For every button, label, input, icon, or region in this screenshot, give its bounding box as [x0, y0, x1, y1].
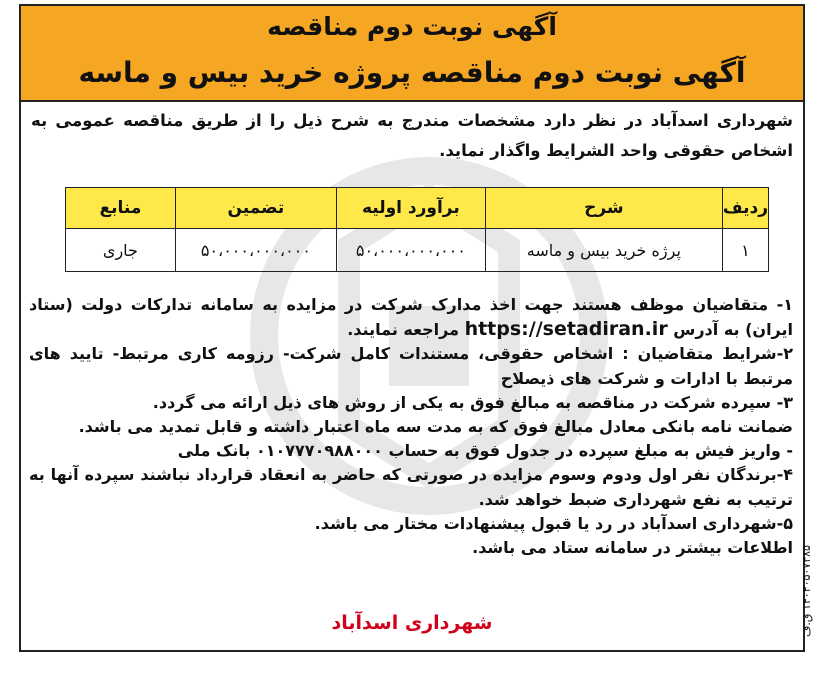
- condition-item-3b: - واریز فیش به مبلغ سپرده در جدول فوق به حساب ۰۱۰۷۷۷۰۹۸۸۰۰۰ بانک ملی: [177, 441, 793, 461]
- table-header-row: [66, 188, 769, 229]
- cell-estimate: ۵۰،۰۰۰،۰۰۰،۰۰۰: [336, 229, 485, 272]
- header-title-line1: آگهی نوبت دوم مناقصه: [267, 12, 557, 41]
- col-header-guarantee: تضمین: [175, 188, 336, 229]
- intro-paragraph: شهرداری اسدآباد در نظر دارد مشخصات مندرج به شرح ذیل را از طریق مناقصه عمومی به اشخاص حقوقی واحد الشرایط واگذار نماید.: [31, 111, 793, 160]
- condition-item-4: ۴-برندگان نفر اول ودوم وسوم مزایده در صورتی که حاضر به انعقاد قرارداد نباشند سپرده آنها به ترتیب به نفع شهرداری ضبط خواهد شد.: [29, 465, 793, 509]
- header-title-line2: آگهی نوبت دوم مناقصه پروژه خرید بیس و ماسه: [78, 56, 746, 89]
- condition-1-text: ۱- متقاضیان موظف هستند جهت اخذ مدارک شرکت در مزایده به سامانه تدارکات دولت (ستاد ایران) به آدرس: [29, 295, 793, 340]
- condition-item-3a: ضمانت نامه بانکی معادل مبالغ فوق که به مدت سه ماه اعتبار داشته و قابل تمدید می باشد.: [78, 417, 793, 437]
- more-info-line: اطلاعات بیشتر در سامانه ستاد می باشد.: [472, 538, 793, 558]
- condition-item-1: [29, 293, 793, 342]
- header-banner: [21, 6, 803, 102]
- setadiran-link[interactable]: https://setadiran.ir: [464, 318, 668, 341]
- condition-item-2: ۲-شرایط متقاضیان : اشخاص حقوقی، مستندات کامل شرکت- رزومه کاری مرتبط- تایید های مرتبط با ادارات و شرکت های ذیصلاح: [29, 344, 793, 388]
- notice-frame: [19, 4, 805, 652]
- cell-source: جاری: [66, 229, 176, 272]
- condition-item-3: ۳- سپرده شرکت در مناقصه به مبالغ فوق به یکی از روش های ذیل ارائه می گردد.: [152, 392, 793, 412]
- tender-table: [65, 187, 769, 272]
- signature: شهرداری اسدآباد: [331, 612, 493, 634]
- col-header-source: منابع: [66, 188, 176, 229]
- condition-item-5: ۵-شهرداری اسدآباد در رد یا قبول پیشنهادات مختار می باشد.: [314, 513, 793, 533]
- condition-1-text-end: مراجعه نمایند.: [347, 320, 459, 340]
- table-row: [66, 229, 769, 272]
- cell-row-no: ۱: [722, 229, 768, 272]
- cell-guarantee: ۵۰،۰۰۰،۰۰۰،۰۰۰: [175, 229, 336, 272]
- col-header-description: شرح: [485, 188, 722, 229]
- col-header-row-no: ردیف: [722, 188, 768, 229]
- side-reference-code: ۱۴۰۴۰۵۰۷۳۸۵ ق.ف: [800, 545, 813, 637]
- col-header-estimate: برآورد اولیه: [336, 188, 485, 229]
- conditions-list: [29, 293, 793, 560]
- cell-description: پرژه خرید بیس و ماسه: [485, 229, 722, 272]
